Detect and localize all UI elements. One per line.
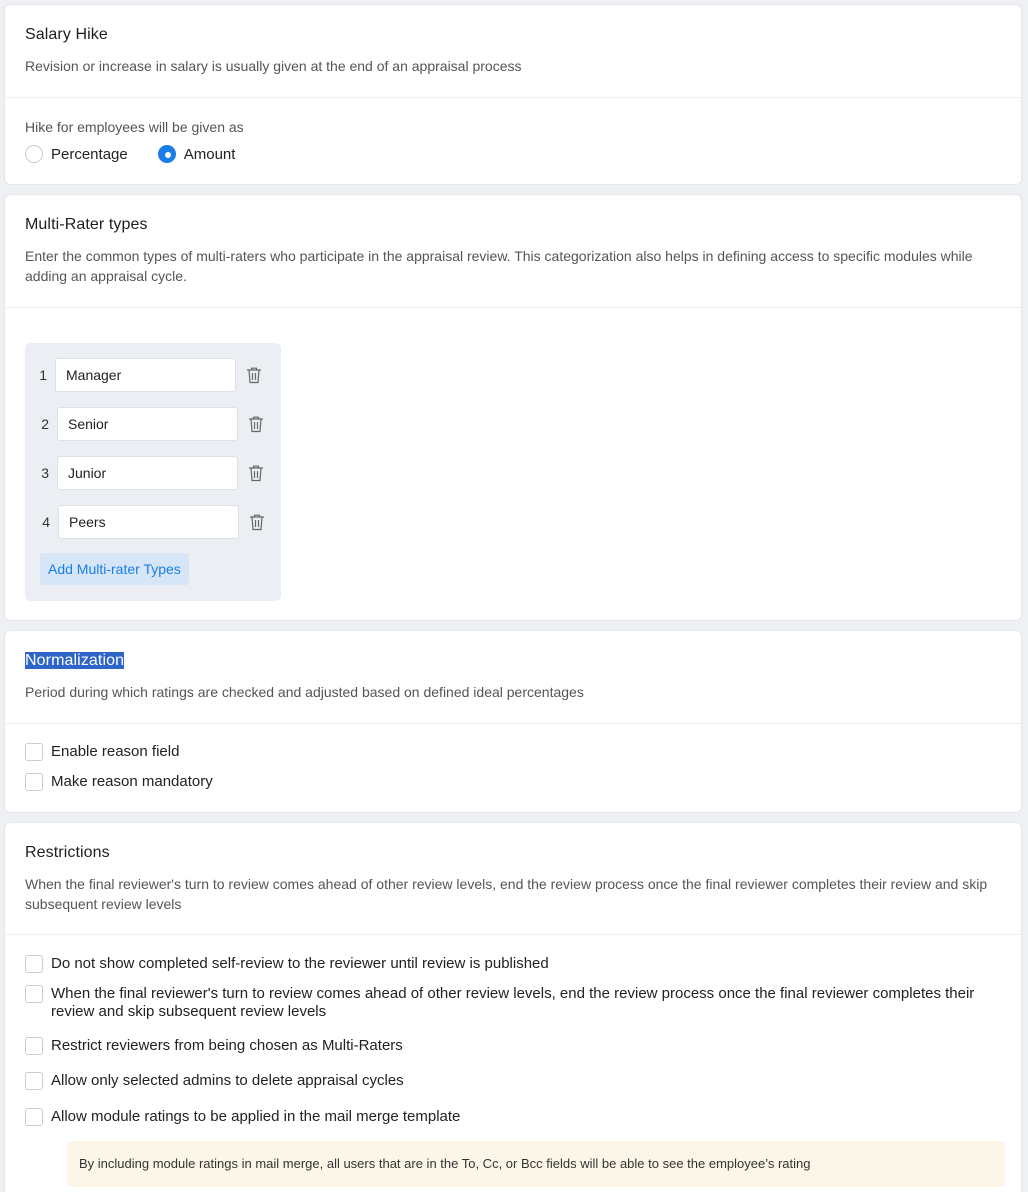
rater-row-1 — [25, 358, 262, 392]
divider — [5, 723, 1021, 724]
radio-percentage-circle[interactable] — [25, 145, 43, 163]
rater-row-3 — [27, 456, 264, 490]
checkbox-end-review-final-reviewer[interactable] — [25, 985, 985, 1021]
rater-number: 3 — [41, 465, 49, 481]
multi-rater-title: Multi-Rater types — [25, 216, 148, 233]
salary-hike-description: Revision or increase in salary is usually given at the end of an appraisal process — [25, 58, 522, 74]
checkbox-label: Make reason mandatory — [51, 773, 213, 790]
checkbox-box[interactable] — [25, 1037, 43, 1055]
add-multi-rater-button[interactable]: Add Multi-rater Types — [40, 553, 189, 585]
rater-input-junior[interactable] — [57, 456, 238, 490]
checkbox-box[interactable] — [25, 1072, 43, 1090]
rater-input-manager[interactable] — [55, 358, 236, 392]
checkbox-label: Allow only selected admins to delete appraisal cycles — [51, 1072, 404, 1089]
checkbox-box[interactable] — [25, 955, 43, 973]
multi-rater-list — [25, 343, 281, 601]
trash-icon[interactable] — [248, 415, 264, 433]
checkbox-label: Restrict reviewers from being chosen as Multi-Raters — [51, 1037, 403, 1054]
rater-row-4 — [28, 505, 265, 539]
radio-percentage-label: Percentage — [51, 145, 128, 163]
rater-row-2 — [27, 407, 264, 441]
salary-hike-card — [4, 4, 1022, 185]
hike-type-radio-group — [25, 145, 265, 163]
normalization-title-text: Normalization — [25, 652, 125, 669]
checkbox-hide-self-review[interactable] — [25, 955, 549, 973]
checkbox-label: When the final reviewer's turn to review comes ahead of other review levels, end the review process once the final reviewer completes their review and skip subsequent review levels — [51, 985, 975, 1020]
divider — [5, 97, 1021, 98]
salary-hike-title: Salary Hike — [25, 26, 108, 43]
checkbox-label: Do not show completed self-review to the reviewer until review is published — [51, 955, 549, 972]
rater-number: 4 — [42, 514, 50, 530]
radio-amount-label: Amount — [183, 145, 236, 163]
restrictions-title: Restrictions — [25, 844, 110, 861]
trash-icon[interactable] — [248, 464, 264, 482]
multi-rater-description: Enter the common types of multi-raters who participate in the appraisal review. This categorization also helps in defining access to specific modules while adding an appraisal cycle. — [25, 248, 973, 284]
checkbox-box[interactable] — [25, 743, 43, 761]
restrictions-card — [4, 822, 1022, 1192]
checkbox-make-reason-mandatory[interactable] — [25, 773, 213, 791]
checkbox-label: Allow module ratings to be applied in the mail merge template — [51, 1108, 461, 1125]
checkbox-box[interactable] — [25, 985, 43, 1003]
radio-amount-circle[interactable] — [158, 145, 176, 163]
checkbox-admins-delete-cycles[interactable] — [25, 1072, 404, 1090]
normalization-description: Period during which ratings are checked and adjusted based on defined ideal percentages — [25, 684, 584, 700]
checkbox-label: Enable reason field — [51, 743, 180, 760]
mail-merge-warning-note: By including module ratings in mail merge, all users that are in the To, Cc, or Bcc fields will be able to see the employee’s rating — [67, 1141, 1005, 1187]
normalization-title — [25, 652, 1001, 670]
hike-question: Hike for employees will be given as — [25, 119, 244, 135]
divider — [5, 934, 1021, 935]
radio-amount[interactable] — [158, 145, 236, 163]
divider — [5, 307, 1021, 308]
trash-icon[interactable] — [249, 513, 265, 531]
normalization-card — [4, 630, 1022, 813]
checkbox-module-ratings-mail-merge[interactable] — [25, 1108, 460, 1126]
rater-number: 1 — [39, 367, 47, 383]
checkbox-enable-reason-field[interactable] — [25, 743, 179, 761]
rater-number: 2 — [41, 416, 49, 432]
checkbox-box[interactable] — [25, 1108, 43, 1126]
rater-input-peers[interactable] — [58, 505, 239, 539]
checkbox-restrict-reviewers-multi-raters[interactable] — [25, 1037, 403, 1055]
restrictions-description: When the final reviewer's turn to review comes ahead of other review levels, end the review process once the final reviewer completes their review and skip subsequent review levels — [25, 876, 988, 912]
multi-rater-card — [4, 194, 1022, 621]
radio-percentage[interactable] — [25, 145, 128, 163]
rater-input-senior[interactable] — [57, 407, 238, 441]
trash-icon[interactable] — [246, 366, 262, 384]
checkbox-box[interactable] — [25, 773, 43, 791]
